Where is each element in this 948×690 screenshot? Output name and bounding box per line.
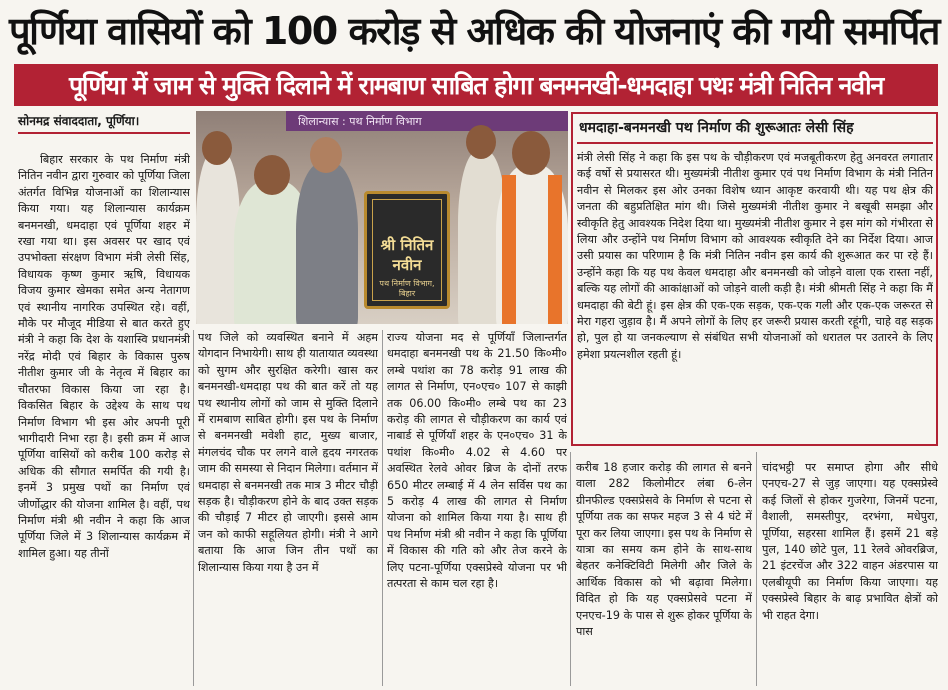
dateline-divider <box>18 132 190 134</box>
sub-headline: पूर्णिया में जाम से मुक्ति दिलाने में रामबाण साबित होगा बनमनखी-धमदाहा पथः मंत्री नितिन नवीन <box>14 64 938 106</box>
column-divider <box>756 452 757 686</box>
column-divider <box>193 330 194 686</box>
person-head <box>254 155 290 195</box>
person-silhouette <box>296 163 358 324</box>
article-column-1: बिहार सरकार के पथ निर्माण मंत्री नितिन नवीन द्वारा गुरुवार को पूर्णिया जिला अंतर्गत विभिन्न योजनाओं का शिलान्यास किया गया। यह शिलान्यास कार्यक्रम बनमनखी, धमदाहा एवं पूर्णिया शहर में रखा गया था। इस अवसर पर खाद एवं उपभोक्ता संरक्षण विभाग मंत्री लेसी सिंह, विधायक कृष्ण कुमार ऋषि, विधायक विजय कुमार खेमका समेत अन्य नेतागण एवं स्थानीय नागरिक उपस्थित रहे। वहीं, मौके पर मौजूद मीडिया से बात करते हुए मंत्री ने कहा कि देश के यशास्वि प्रधानमंत्री नरेंद्र मोदी एवं बिहार के विकास पुरुष नीतीश कुमार जी के नेतृत्व में बिहार का चौतरफा विकास किया जा रहा है। विकसित बिहार के उद्देश्य के साथ पथ निर्माण विभाग भी इस ओर अपनी पूरी भागीदारी निभा रहा है। इसी क्रम में आज पूर्णिया वासियों को करीब 100 करोड़ से अधिक की सौगात समर्पित की गयी है। इनमें 3 प्रमुख पथों का निर्माण एवं जीर्णोद्धार की योजना शामिल है। वहीं, पथ निर्माण मंत्री श्री नवीन ने कहा कि आज पूर्णिया जिले में 3 शिलान्यास कार्यक्रम में शामिल हुआ। यह तीनों <box>18 153 190 560</box>
page-headline: पूर्णिया वासियों को 100 करोड़ से अधिक की योजनाएं की गयी समर्पित <box>9 9 939 53</box>
side-story-body: मंत्री लेसी सिंह ने कहा कि इस पथ के चौड़ीकरण एवं मजबूतीकरण हेतु अनवरत लगातार कई वर्षो से प्रयासरत थी। मुख्यमंत्री नीतीश कुमार एवं पथ निर्माण विभाग के मंत्री नितिन नवीन से मिलकर इस ओर उनका विशेष ध्यान आकृष्ट करवायी थी। यह पथ क्षेत्र की जनता की बहुप्रतिक्षित मांग थी। जिसे मुख्यमंत्री नीतीश कुमार ने बखूबी समझा और स्वीकृति हेतु आवश्यक निदेश दिया था। मुख्यमंत्री नीतीश कुमार ने इस मांग को गंभीरता से लिया और उन्होंने पथ निर्माण विभाग को आवश्यक स्वीकृति देने का निर्देश दिया। आज उसी प्रयास का परिणाम है कि मंत्री नितिन नवीन इस कार्य की शुरूआत कर पा रहे हैं। उन्होंने कहा कि यह पथ केवल धमदाहा और बनमनखी को जोड़ने वाला एक रास्ता नहीं, बल्कि यह लोगों की आकांक्षाओं को जोड़ने वाली कड़ी है। मंत्री श्रीमती सिंह ने कहा कि मैं धमदाहा की बेटी हूं। इस क्षेत्र की एक-एक सड़क, एक-एक गली और एक-एक जरूरत से मेरा गहरा जुड़ाव है। मैं अपने लोगों के लिए हर जरूरी प्रयास करती रहूंगी, चाहे वह सड़क हो, पुल हो या जनकल्याण से संबंधित सभी योजनाओं को धरातल पर उतारने के लिए हमेशा प्रयत्नशील रहती हूं। <box>577 151 933 361</box>
saffron-scarf <box>502 175 516 324</box>
article-column-3: राज्य योजना मद से पूर्णियाँ जिलान्तर्गत धमदाहा बनमनखी पथ के 21.50 कि०मी० लम्बे पथांश का 78 करोड़ 91 लाख की लागत से निर्माण, एन०एच० 107 से काझी तक 06.00 कि०मी० लम्बे पथ का 23 करोड़ की लागत से चौड़ीकरण का कार्य एवं नाबार्ड से पूर्णियाँ शहर के एन०एच० 31 के पथांश कि०मी० 4.02 से 4.60 पर अवस्थित रेलवे ओवर ब्रिज के दोनों तरफ 650 मीटर लम्बाई में 4 लेन सर्विस पथ का 5 करोड़ 4 लाख की लागत से निर्माण योजना को शामिल किया गया है। साथ ही पथ निर्माण मंत्री श्री नवीन ने कहा कि पूर्णिया में विकास की गति को और तेज करने के लिए पटना-पूर्णिया एक्सप्रेस्वे योजना पर भी तत्परता से काम चल रहा है। <box>387 331 567 591</box>
person-head <box>466 125 496 159</box>
person-head <box>310 137 342 173</box>
foundation-plaque <box>364 191 450 309</box>
article-column-2: पथ जिले को व्यवस्थित बनाने में अहम योगदान निभायेगी। साथ ही यातायात व्यवस्था को सुगम और सुरक्षित करेगी। खास कर बनमनखी-धमदाहा पथ की बात करें तो यह पथ स्थानीय लोगों को जाम से मुक्ति दिलाने में रामबाण साबित होगी। इस पथ के निर्माण से बनमनखी मवेशी हाट, मुख्य बाजार, मंगलचंद चौक पर लगने वाले हृदय नगरतक जाम की समस्या से निदान मिलेगा। वर्तमान में धमदाहा से बनमनखी तक मात्र 3 मीटर चौड़ी सड़क है। चौड़ीकरण होने के बाद उक्त सड़क की चौड़ाई 7 मीटर हो जाएगी। इससे आम जन को काफी सहूलियत होगी। मंत्री ने आगे बताया कि आज जिन तीन पथों का शिलान्यास किया गया है उन में <box>198 331 378 574</box>
plaque-caption: पथ निर्माण विभाग, बिहार <box>379 279 435 299</box>
saffron-scarf <box>548 175 562 324</box>
person-head <box>202 131 232 165</box>
side-story-title: धमदाहा-बनमनखी पथ निर्माण की शुरूआतः लेसी सिंह <box>577 118 933 144</box>
article-column-5: चांदभट्ठी पर समाप्त होगा और सीधे एनएच-27 से जुड़ जाएगा। यह एक्सप्रेस्वे कई जिलों से होकर गुजरेगा, जिनमें पटना, वैशाली, समस्तीपुर, दरभंगा, मधेपुरा, पूर्णिया, सहरसा शामिल हैं। इसमें 21 बड़े पुल, 140 छोटे पुल, 11 रेलवे ओवरब्रिज, 21 इंटरचेंज और 322 वाहन अंडरपास या एलबीयूपी का निर्माण किया जाएगा। यह एक्सप्रेस्वे बिहार के बाढ़ प्रभावित क्षेत्रों को भी राहत देगा। <box>762 461 938 622</box>
dateline: सोनमद्र संवाददाता, पूर्णिया। <box>18 114 140 128</box>
column-divider <box>382 330 383 686</box>
column-divider <box>570 452 571 686</box>
person-head <box>512 131 550 175</box>
plaque-name: श्री नितिन नवीन <box>380 236 434 274</box>
side-story-box <box>571 112 938 446</box>
photo-banner: शिलान्यास : पथ निर्माण विभाग <box>286 111 568 131</box>
news-photo <box>196 111 568 324</box>
article-column-4: करीब 18 हजार करोड़ की लागत से बनने वाला 282 किलोमीटर लंबा 6-लेन ग्रीनफील्ड एक्सप्रेसवे के निर्माण से पटना से पूर्णिया तक का सफर महज 3 से 4 घंटे में पूरा कर लिया जाएगा। इस पथ के निर्माण से यात्रा का समय कम होने के साथ-साथ बेहतर कनेक्टिविटी मिलेगी और जिले के आर्थिक विकास को भी बढ़ावा मिलेगा। विदित हो कि यह एक्सप्रेसवे पटना में एनएच-19 के पास से शुरू होकर पूर्णिया के पास <box>576 461 752 639</box>
